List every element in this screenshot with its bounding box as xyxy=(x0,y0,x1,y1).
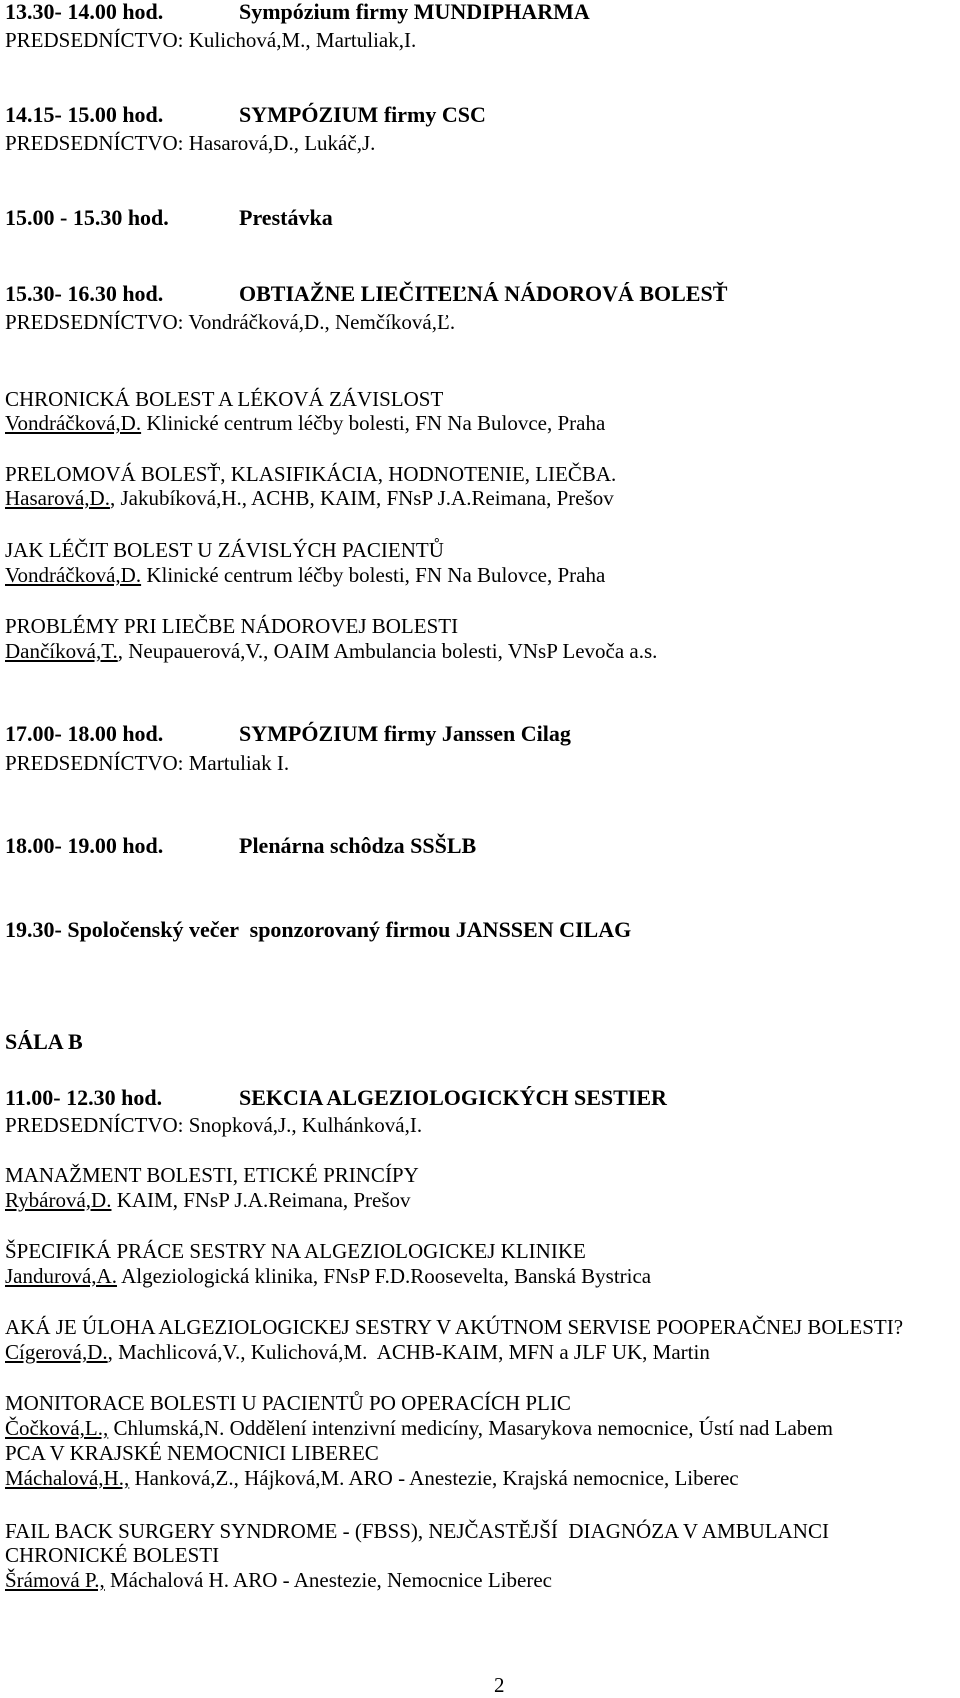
talk-authors xyxy=(5,411,605,435)
session-chair: PREDSEDNÍCTVO: Vondráčková,D., Nemčíková,Ľ. xyxy=(5,310,456,334)
talk-title: MANAŽMENT BOLESTI, ETICKÉ PRINCÍPY xyxy=(5,1163,419,1187)
session-title: SYMPÓZIUM firmy Janssen Cilag xyxy=(239,721,571,746)
talk-affiliation: , Machlicová,V., Kulichová,M. ACHB-KAIM, MFN a JLF UK, Martin xyxy=(107,1340,710,1364)
session-title: SYMPÓZIUM firmy CSC xyxy=(239,102,486,127)
session-heading xyxy=(5,206,333,230)
talk-author: Jandurová,A. xyxy=(5,1264,117,1288)
talk-title: FAIL BACK SURGERY SYNDROME - (FBSS), NEJČASTĚJŠÍ DIAGNÓZA V AMBULANCI xyxy=(5,1519,829,1543)
session-time: 17.00- 18.00 hod. xyxy=(5,721,164,746)
session-time: 11.00- 12.30 hod. xyxy=(5,1085,163,1110)
talk-author: Čočková,L., xyxy=(5,1416,109,1440)
session-time: 15.30- 16.30 hod. xyxy=(5,281,164,306)
talk-authors xyxy=(5,1340,710,1364)
talk-author: Cígerová,D. xyxy=(5,1340,108,1364)
session-chair: PREDSEDNÍCTVO: Snopková,J., Kulhánková,I. xyxy=(5,1113,423,1137)
session-heading xyxy=(5,1086,667,1110)
page-number: 2 xyxy=(494,1673,505,1697)
talk-affiliation: Máchalová H. ARO - Anestezie, Nemocnice Liberec xyxy=(104,1568,552,1592)
talk-title: PRELOMOVÁ BOLESŤ, KLASIFIKÁCIA, HODNOTENIE, LIEČBA. xyxy=(5,462,617,486)
session-heading xyxy=(5,918,631,942)
talk-author: Hasarová,D. xyxy=(5,486,110,510)
talk-affiliation: Chlumská,N. Oddělení intenzivní medicíny, Masarykova nemocnice, Ústí nad Labem xyxy=(108,1416,833,1440)
talk-title: CHRONICKÁ BOLEST A LÉKOVÁ ZÁVISLOST xyxy=(5,387,444,411)
session-chair: PREDSEDNÍCTVO: Martuliak I. xyxy=(5,751,290,775)
talk-authors xyxy=(5,1568,552,1592)
session-title: Sympózium firmy MUNDIPHARMA xyxy=(239,0,590,24)
talk-affiliation: Klinické centrum léčby bolesti, FN Na Bulovce, Praha xyxy=(141,563,606,587)
talk-title: PCA V KRAJSKÉ NEMOCNICI LIBEREC xyxy=(5,1441,379,1465)
session-time: 13.30- 14.00 hod. xyxy=(5,0,164,24)
talk-affiliation: Algeziologická klinika, FNsP F.D.Roosevelta, Banská Bystrica xyxy=(116,1264,652,1288)
talk-author: Máchalová,H., xyxy=(5,1466,130,1490)
session-heading xyxy=(5,103,486,127)
talk-affiliation: KAIM, FNsP J.A.Reimana, Prešov xyxy=(111,1188,411,1212)
talk-title-continued: CHRONICKÉ BOLESTI xyxy=(5,1543,220,1567)
session-title: Prestávka xyxy=(239,205,333,230)
talk-title: MONITORACE BOLESTI U PACIENTŮ PO OPERACÍCH PLIC xyxy=(5,1391,571,1415)
talk-affiliation: Hanková,Z., Hájková,M. ARO - Anestezie, Krajská nemocnice, Liberec xyxy=(129,1466,739,1490)
talk-author: Dančíková,T. xyxy=(5,639,118,663)
talk-authors xyxy=(5,1188,411,1212)
session-title: Plenárna schôdza SSŠLB xyxy=(239,833,477,858)
session-heading xyxy=(5,282,727,306)
talk-authors xyxy=(5,486,614,510)
talk-authors xyxy=(5,1466,739,1490)
hall-heading: SÁLA B xyxy=(5,1029,83,1054)
talk-authors xyxy=(5,639,657,663)
session-heading xyxy=(5,0,590,24)
talk-title: PROBLÉMY PRI LIEČBE NÁDOROVEJ BOLESTI xyxy=(5,614,459,638)
session-title: OBTIAŽNE LIEČITEĽNÁ NÁDOROVÁ BOLESŤ xyxy=(239,281,728,306)
session-chair: PREDSEDNÍCTVO: Kulichová,M., Martuliak,I. xyxy=(5,28,417,52)
session-time: 19.30- xyxy=(5,917,68,942)
session-heading xyxy=(5,834,476,858)
talk-affiliation: Klinické centrum léčby bolesti, FN Na Bulovce, Praha xyxy=(141,411,606,435)
talk-title: JAK LÉČIT BOLEST U ZÁVISLÝCH PACIENTŮ xyxy=(5,538,444,562)
talk-title: AKÁ JE ÚLOHA ALGEZIOLOGICKEJ SESTRY V AKÚTNOM SERVISE POOPERAČNEJ BOLESTI? xyxy=(5,1315,904,1339)
session-time: 15.00 - 15.30 hod. xyxy=(5,205,169,230)
session-time: 14.15- 15.00 hod. xyxy=(5,102,164,127)
talk-title: ŠPECIFIKÁ PRÁCE SESTRY NA ALGEZIOLOGICKEJ KLINIKE xyxy=(5,1239,586,1263)
talk-authors xyxy=(5,563,605,587)
session-time: 18.00- 19.00 hod. xyxy=(5,833,164,858)
talk-author: Šrámová P., xyxy=(5,1568,105,1592)
talk-author: Vondráčková,D. xyxy=(5,563,142,587)
talk-affiliation: , Neupauerová,V., OAIM Ambulancia bolesti, VNsP Levoča a.s. xyxy=(117,639,658,663)
session-chair: PREDSEDNÍCTVO: Hasarová,D., Lukáč,J. xyxy=(5,131,376,155)
session-heading xyxy=(5,722,571,746)
talk-author: Rybárová,D. xyxy=(5,1188,112,1212)
session-title: SEKCIA ALGEZIOLOGICKÝCH SESTIER xyxy=(239,1085,667,1110)
talk-author: Vondráčková,D. xyxy=(5,411,142,435)
session-title: Spoločenský večer sponzorovaný firmou JANSSEN CILAG xyxy=(67,917,632,942)
talk-authors xyxy=(5,1416,833,1440)
talk-affiliation: , Jakubíková,H., ACHB, KAIM, FNsP J.A.Reimana, Prešov xyxy=(109,486,614,510)
talk-authors xyxy=(5,1264,651,1288)
